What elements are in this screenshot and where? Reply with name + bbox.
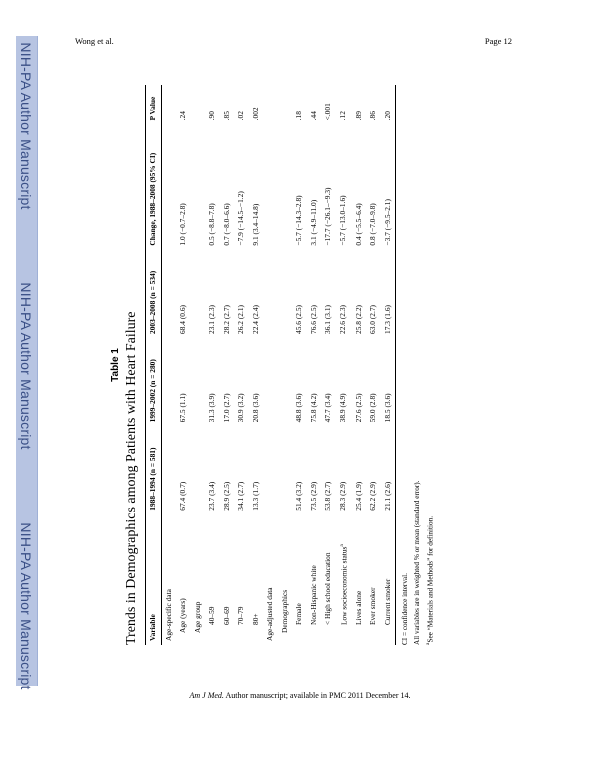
table-row: [234, 85, 249, 645]
cell-value: 23.1 (2.3): [207, 305, 217, 334]
table-cell: [381, 85, 396, 124]
table-cell: [205, 85, 220, 124]
table-cell: [176, 338, 191, 426]
cell-value: 21.1 (2.6): [382, 481, 392, 511]
note-a: [425, 85, 434, 645]
row-label-cell: [292, 515, 307, 645]
cell-value: 20.8 (3.6): [250, 393, 260, 423]
table-cell: [366, 426, 381, 514]
cell-value: 38.9 (4.9): [337, 393, 347, 423]
table-cell: [191, 426, 206, 514]
row-label: Age (years): [178, 598, 188, 633]
table-cell: [191, 338, 206, 426]
cell-value: .86: [368, 111, 378, 121]
table-cell: [234, 124, 249, 249]
cell-value: 31.3 (3.9): [207, 393, 217, 423]
rotated-table-page: [110, 85, 480, 645]
table-cell: [191, 124, 206, 249]
running-header-page: Page 12: [484, 36, 512, 46]
note-values: All variables are in weighted % or mean (standard error).: [413, 480, 422, 645]
table-cell: [292, 250, 307, 338]
row-label: Ever smoker: [368, 587, 378, 625]
cell-value: 9.1 (3.4–14.8): [250, 203, 260, 246]
sidebar-label-2: NIH-PA Author Manuscript: [18, 282, 34, 450]
table-row: [191, 85, 206, 645]
cell-value: 25.4 (1.9): [353, 481, 363, 511]
table-cell: [249, 338, 264, 426]
cell-value: −5.7 (−14.3–2.8): [294, 195, 304, 246]
row-label-cell: [352, 515, 367, 645]
row-label: 40–59: [207, 606, 217, 625]
cell-value: 0.8 (−7.0–9.8): [368, 203, 378, 246]
row-label-cell: [278, 515, 293, 645]
table-cell: [321, 250, 336, 338]
row-label: Non-Hispanic white: [308, 565, 318, 625]
cell-value: −7.9 (−14.5–−1.2): [236, 191, 246, 246]
table-cell: [161, 426, 176, 514]
col-header: 1988–1994 (n = 581): [146, 426, 162, 514]
cell-value: 17.0 (2.7): [221, 393, 231, 423]
running-header-authors: Wong et al.: [75, 36, 114, 46]
table-cell: [381, 250, 396, 338]
footnote-marker: a: [338, 544, 345, 547]
row-label: Current smoker: [382, 578, 392, 625]
table-cell: [234, 426, 249, 514]
row-label-cell: [381, 515, 396, 645]
table-row: [336, 85, 352, 645]
table-cell: [307, 250, 322, 338]
table-cell: [292, 85, 307, 124]
table-row: [307, 85, 322, 645]
cell-value: 22.4 (2.4): [250, 305, 260, 334]
table-cell: [220, 124, 235, 249]
cell-value: 25.8 (2.2): [353, 305, 363, 334]
table-row: [176, 85, 191, 645]
table-body: [161, 85, 396, 645]
table-cell: [191, 85, 206, 124]
table-cell: [366, 338, 381, 426]
table-row: [321, 85, 336, 645]
table-row: [205, 85, 220, 645]
cell-value: .02: [236, 111, 246, 121]
table-row: [381, 85, 396, 645]
row-label-cell: [220, 515, 235, 645]
col-header: 2003–2008 (n = 534): [146, 250, 162, 338]
cell-value: 45.6 (2.5): [294, 305, 304, 334]
table-cell: [278, 338, 293, 426]
table-cell: [352, 85, 367, 124]
table-cell: [249, 426, 264, 514]
table-cell: [161, 124, 176, 249]
table-cell: [321, 124, 336, 249]
row-label: Age-specific data: [163, 589, 173, 641]
cell-value: 30.9 (3.2): [236, 393, 246, 423]
col-header: P Value: [146, 85, 162, 124]
table-cell: [366, 124, 381, 249]
cell-value: .89: [353, 111, 363, 121]
cell-value: 67.5 (1.1): [178, 393, 188, 423]
cell-value: 67.4 (0.7): [178, 481, 188, 511]
col-header: Variable: [146, 515, 162, 645]
cell-value: 28.2 (2.7): [221, 305, 231, 334]
cell-value: <.001: [323, 103, 333, 121]
table-cell: [278, 85, 293, 124]
cell-value: 59.0 (2.8): [368, 393, 378, 423]
table-cell: [336, 338, 352, 426]
table-cell: [249, 250, 264, 338]
table-cell: [263, 426, 278, 514]
col-header: 1999–2002 (n = 280): [146, 338, 162, 426]
cell-value: 17.3 (1.6): [382, 305, 392, 334]
table-cell: [292, 124, 307, 249]
row-label-cell: [366, 515, 381, 645]
table-cell: [249, 85, 264, 124]
row-label-cell: [205, 515, 220, 645]
table-cell: [220, 426, 235, 514]
cell-value: 36.1 (3.1): [323, 305, 333, 334]
table-cell: [366, 250, 381, 338]
footer-text: Author manuscript; available in PMC 2011 December 14.: [223, 691, 411, 700]
cell-value: 68.4 (0.6): [178, 305, 188, 334]
table-cell: [336, 85, 352, 124]
table-notes: [401, 85, 434, 645]
table-cell: [307, 426, 322, 514]
cell-value: .90: [207, 111, 217, 121]
table-row: [292, 85, 307, 645]
table-row: [352, 85, 367, 645]
cell-value: .18: [294, 111, 304, 121]
table-cell: [176, 250, 191, 338]
cell-value: .44: [308, 111, 318, 121]
table-cell: [263, 338, 278, 426]
cell-value: −17.7 (−26.1–−9.3): [323, 187, 333, 246]
row-label: 60–69: [221, 606, 231, 625]
table-cell: [220, 250, 235, 338]
table-cell: [278, 426, 293, 514]
cell-value: 62.2 (2.9): [368, 481, 378, 511]
table-cell: [292, 338, 307, 426]
table-cell: [176, 85, 191, 124]
table-cell: [278, 250, 293, 338]
row-label-cell: [249, 515, 264, 645]
cell-value: 75.8 (4.2): [308, 393, 318, 423]
row-label: Low socioeconomic status: [339, 546, 349, 625]
table-cell: [321, 85, 336, 124]
cell-value: 28.3 (2.9): [337, 481, 347, 511]
table-cell: [161, 250, 176, 338]
table-cell: [191, 250, 206, 338]
cell-value: .85: [221, 111, 231, 121]
cell-value: .20: [382, 111, 392, 121]
table-cell: [234, 338, 249, 426]
table-cell: [307, 85, 322, 124]
cell-value: 22.6 (2.3): [337, 305, 347, 334]
table-cell: [292, 426, 307, 514]
table-cell: [352, 250, 367, 338]
table-cell: [321, 338, 336, 426]
row-label-cell: [263, 515, 278, 645]
cell-value: 0.7 (−8.0–6.6): [221, 203, 231, 246]
cell-value: 0.5 (−8.8–7.8): [207, 203, 217, 246]
table-cell: [278, 124, 293, 249]
page-footer: [0, 691, 600, 700]
table-cell: [161, 85, 176, 124]
table-row: [278, 85, 293, 645]
row-label-cell: [321, 515, 336, 645]
table-cell: [234, 85, 249, 124]
row-label: Age-adjusted data: [265, 587, 275, 641]
row-label-cell: [161, 515, 176, 645]
note-a-marker: a: [425, 642, 432, 645]
cell-value: 13.3 (1.7): [250, 481, 260, 511]
sidebar-label-3: NIH-PA Author Manuscript: [18, 522, 34, 690]
row-label: Female: [294, 603, 304, 625]
table-cell: [381, 426, 396, 514]
cell-value: 48.8 (3.6): [294, 393, 304, 423]
table-cell: [307, 124, 322, 249]
journal-name: Am J Med.: [189, 691, 224, 700]
row-label: 70–79: [236, 606, 246, 625]
note-ci: CI = confidence interval.: [401, 573, 410, 645]
table-title: Trends in Demographics among Patients with Heart Failure: [124, 311, 139, 645]
cell-value: 26.2 (2.1): [236, 305, 246, 334]
table-row: [366, 85, 381, 645]
cell-value: 18.5 (3.6): [382, 393, 392, 423]
table-cell: [205, 250, 220, 338]
cell-value: 34.1 (2.7): [236, 481, 246, 511]
sidebar-label-1: NIH-PA Author Manuscript: [18, 42, 34, 210]
table-cell: [220, 338, 235, 426]
table-cell: [321, 426, 336, 514]
table-cell: [263, 124, 278, 249]
table-cell: [366, 85, 381, 124]
table-row: [263, 85, 278, 645]
cell-value: 76.6 (2.5): [308, 305, 318, 334]
table-cell: [263, 85, 278, 124]
row-label-cell: [234, 515, 249, 645]
table-row: [220, 85, 235, 645]
cell-value: 51.4 (3.2): [294, 481, 304, 511]
cell-value: 63.0 (2.7): [368, 305, 378, 334]
cell-value: .002: [250, 107, 260, 121]
table-cell: [161, 338, 176, 426]
table-cell: [307, 338, 322, 426]
demographics-table: [145, 85, 396, 645]
cell-value: 27.6 (2.5): [353, 393, 363, 423]
cell-value: .24: [178, 111, 188, 121]
table-cell: [205, 338, 220, 426]
table-header-row: [146, 85, 162, 645]
row-label-cell: [307, 515, 322, 645]
table-cell: [381, 124, 396, 249]
cell-value: −5.7 (−13.0–1.6): [337, 195, 347, 246]
table-cell: [220, 85, 235, 124]
table-cell: [336, 250, 352, 338]
row-label-cell: [191, 515, 206, 645]
table-cell: [352, 124, 367, 249]
note-a-text: See “Materials and Methods” for definition.: [426, 516, 435, 643]
cell-value: 1.0 (−0.7–2.8): [178, 203, 188, 246]
row-label-cell: [336, 515, 352, 645]
table-cell: [336, 426, 352, 514]
table-cell: [352, 338, 367, 426]
table-number: Table 1: [110, 348, 121, 382]
cell-value: 0.4 (−5.5–6.4): [353, 203, 363, 246]
table-row: [161, 85, 176, 645]
cell-value: 53.8 (2.7): [323, 481, 333, 511]
cell-value: 47.7 (3.4): [323, 393, 333, 423]
table-cell: [381, 338, 396, 426]
row-label: Lives alone: [353, 590, 363, 625]
table-cell: [176, 124, 191, 249]
row-label: 80+: [250, 613, 260, 625]
table-cell: [176, 426, 191, 514]
row-label-cell: [176, 515, 191, 645]
cell-value: −3.7 (−9.5–2.1): [382, 199, 392, 246]
table-row: [249, 85, 264, 645]
table-cell: [205, 124, 220, 249]
cell-value: 23.7 (3.4): [207, 481, 217, 511]
cell-value: 3.1 (−4.9–11.0): [308, 199, 318, 246]
row-label: Demographics: [279, 589, 289, 633]
row-label: < High school education: [323, 552, 333, 625]
col-header: Change, 1988–2008 (95% CI): [146, 124, 162, 249]
table-cell: [205, 426, 220, 514]
cell-value: .12: [337, 111, 347, 121]
row-label: Age group: [192, 601, 202, 633]
table-cell: [352, 426, 367, 514]
table-cell: [263, 250, 278, 338]
table-cell: [249, 124, 264, 249]
table-cell: [234, 250, 249, 338]
cell-value: 28.9 (2.5): [221, 481, 231, 511]
table-cell: [336, 124, 352, 249]
cell-value: 73.5 (2.9): [308, 481, 318, 511]
